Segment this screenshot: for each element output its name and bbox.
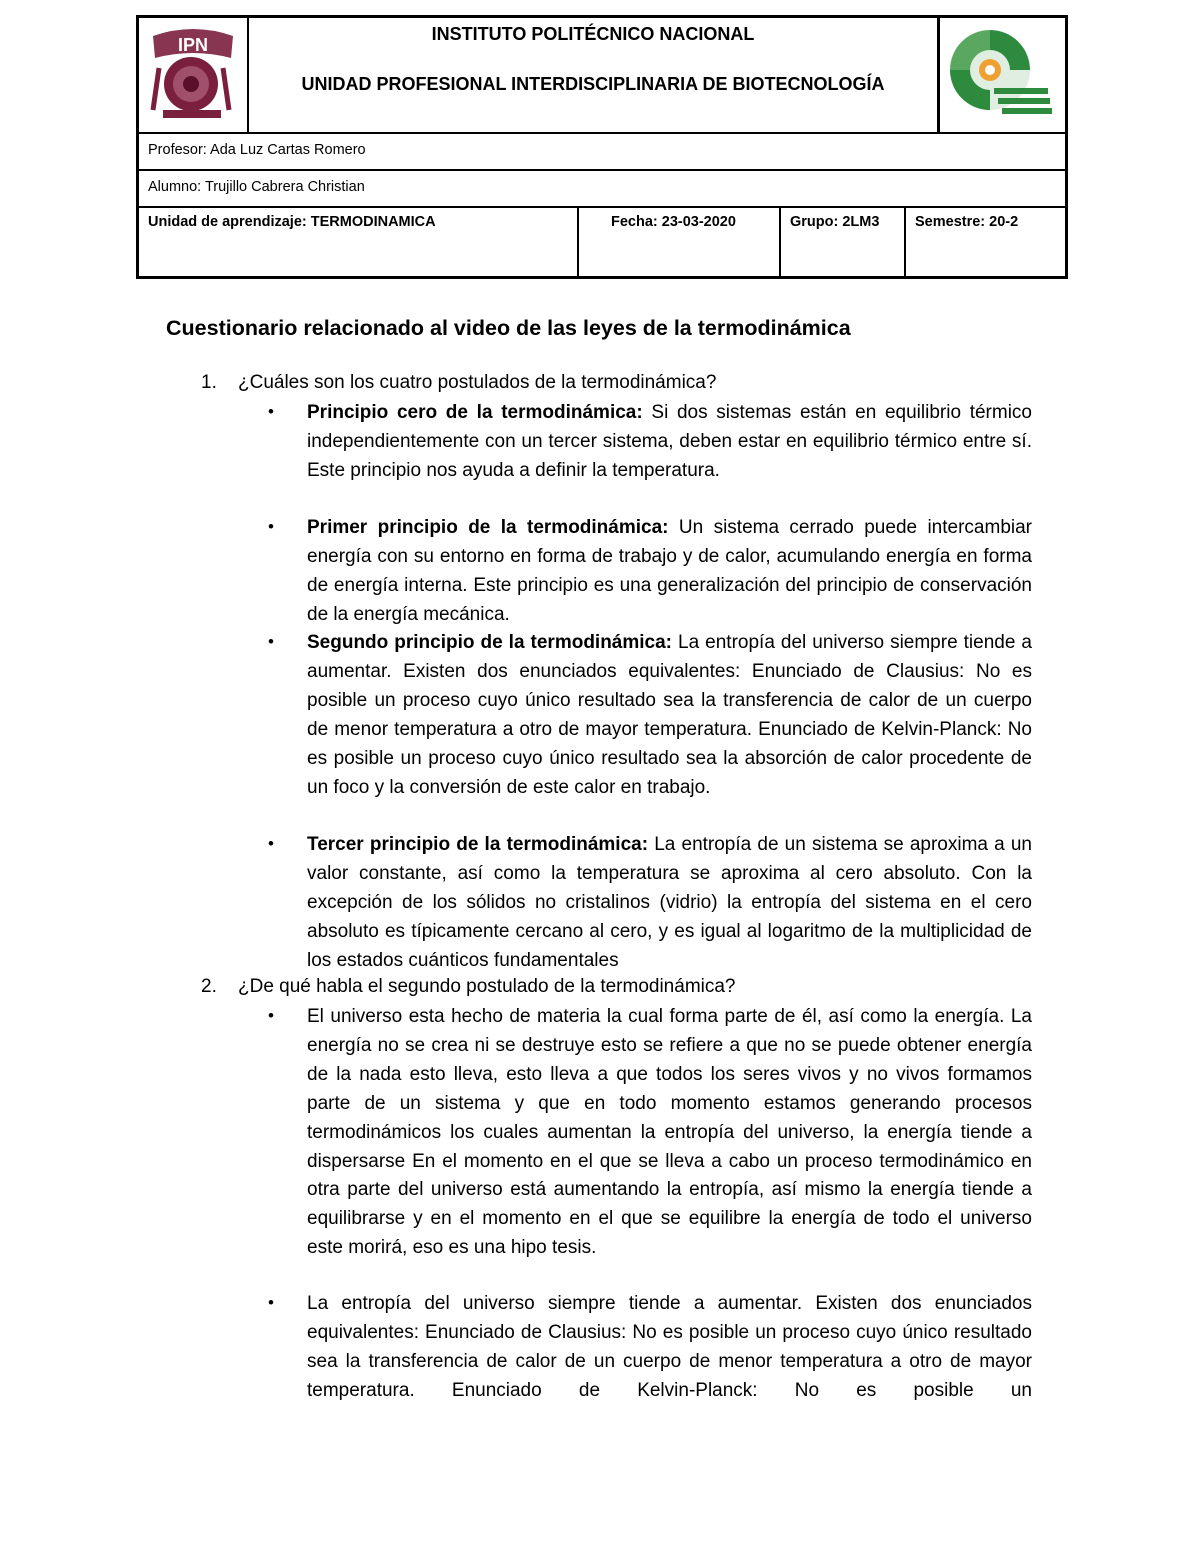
- semester-cell: [906, 208, 1065, 276]
- bullet-heading: Principio cero de la termodinámica:: [307, 402, 643, 423]
- student-name: Alumno: Trujillo Cabrera Christian: [148, 179, 365, 195]
- list-item: [307, 399, 1032, 486]
- bullet-text: La entropía de un sistema se aproxima a un valor constante, así como la temperatura se aproxima al cero absoluto. Con la excepción de los sólidos no cristalinos (vidrio) la entropía del sistema en el cero absoluto es típicamente cercano al cero, y es igual al logaritmo de la multiplicidad de los estados cuánticos fundamentales: [307, 834, 1032, 971]
- course-name: Unidad de aprendizaje: TERMODINAMICA: [148, 214, 436, 230]
- ipn-logo-text: IPN: [177, 35, 209, 55]
- bullet-dot: •: [268, 834, 274, 853]
- list-item: [307, 629, 1032, 802]
- upibi-logo: [937, 18, 1065, 132]
- bullet-dot: •: [268, 1006, 274, 1025]
- ipn-logo: [139, 18, 249, 132]
- bullet-dot: •: [268, 1293, 274, 1312]
- student-row: [139, 171, 1065, 208]
- date-cell: [579, 208, 781, 276]
- group-value: Grupo: 2LM3: [790, 214, 880, 230]
- bullet-dot: •: [268, 517, 274, 536]
- bullet-text: Si dos sistemas están en equilibrio térmico independientemente con un tercer sistema, deben estar en equilibrio térmico entre sí. Este principio nos ayuda a definir la temperatura.: [307, 402, 1032, 481]
- semester-value: Semestre: 20-2: [915, 214, 1019, 230]
- question-text: ¿De qué habla el segundo postulado de la termodinámica?: [238, 976, 736, 997]
- unit-name: UNIDAD PROFESIONAL INTERDISCIPLINARIA DE BIOTECNOLOGÍA: [301, 74, 885, 94]
- question-number: 2.: [201, 976, 217, 997]
- page-title: Cuestionario relacionado al video de las leyes de la termodinámica: [166, 316, 851, 340]
- course-info-row: [139, 208, 1065, 276]
- course-cell: [139, 208, 579, 276]
- question-text: ¿Cuáles son los cuatro postulados de la termodinámica?: [238, 372, 717, 393]
- date-value: Fecha: 23-03-2020: [611, 214, 736, 230]
- bullet-text: La entropía del universo siempre tiende a aumentar. Existen dos enunciados equivalentes: Enunciado de Clausius: No es posible un proceso cuyo único resultado sea la transferencia de calor de un cuerpo de menor temperatura a otro de mayor temperatura. Enunciado de Kelvin-Planck: No es posible un proceso cuyo único resultado sea la absorción de calor procedente de un foco y la conversión de este calor en trabajo.: [307, 632, 1032, 798]
- institute-name: INSTITUTO POLITÉCNICO NACIONAL: [431, 24, 755, 44]
- institution-names: [249, 18, 937, 132]
- bullet-dot: •: [268, 402, 274, 421]
- bullet-dot: •: [268, 632, 274, 651]
- bullet-heading: Segundo principio de la termodinámica:: [307, 632, 673, 653]
- bullet-heading: Primer principio de la termodinámica:: [307, 517, 669, 538]
- header-title-row: [139, 18, 1065, 134]
- list-item: [307, 831, 1032, 976]
- bullet-text: El universo esta hecho de materia la cual forma parte de él, así como la energía. La energía no se crea ni se destruye esto se refiere a que no se puede obtener energía de la nada esto lleva, esto lleva a que todos los seres vivos y no vivos formamos parte de un sistema y que en todo momento estamos generando procesos termodinámicos los cuales aumentan la entropía del universo, la energía tiende a dispersarse En el momento en el que se lleva a cabo un proceso termodinámico en otra parte del universo está aumentando la entropía, así mismo la energía tiende a equilibrarse y en el momento en el que se equilibre la energía de todo el universo este morirá, eso es una hipo tesis.: [307, 1006, 1032, 1259]
- list-item: [307, 1003, 1032, 1263]
- group-cell: [781, 208, 906, 276]
- list-item: [307, 1290, 1032, 1406]
- header-table: [136, 15, 1068, 279]
- bullet-text: Un sistema cerrado puede intercambiar energía con su entorno en forma de trabajo y de calor, acumulando energía en forma de energía interna. Este principio es una generalización del principio de conservación de la energía mecánica.: [307, 517, 1033, 625]
- question-number: 1.: [201, 372, 217, 393]
- bullet-text: La entropía del universo siempre tiende a aumentar. Existen dos enunciados equivalentes: Enunciado de Clausius: No es posible un proceso cuyo único resultado sea la transferencia de calor de un cuerpo de menor temperatura a otro de mayor temperatura. Enunciado de Kelvin-Planck: No es posible un: [307, 1293, 1032, 1401]
- bullet-heading: Tercer principio de la termodinámica:: [307, 834, 649, 855]
- list-item: [307, 514, 1032, 630]
- professor-row: [139, 134, 1065, 171]
- professor-name: Profesor: Ada Luz Cartas Romero: [148, 142, 366, 158]
